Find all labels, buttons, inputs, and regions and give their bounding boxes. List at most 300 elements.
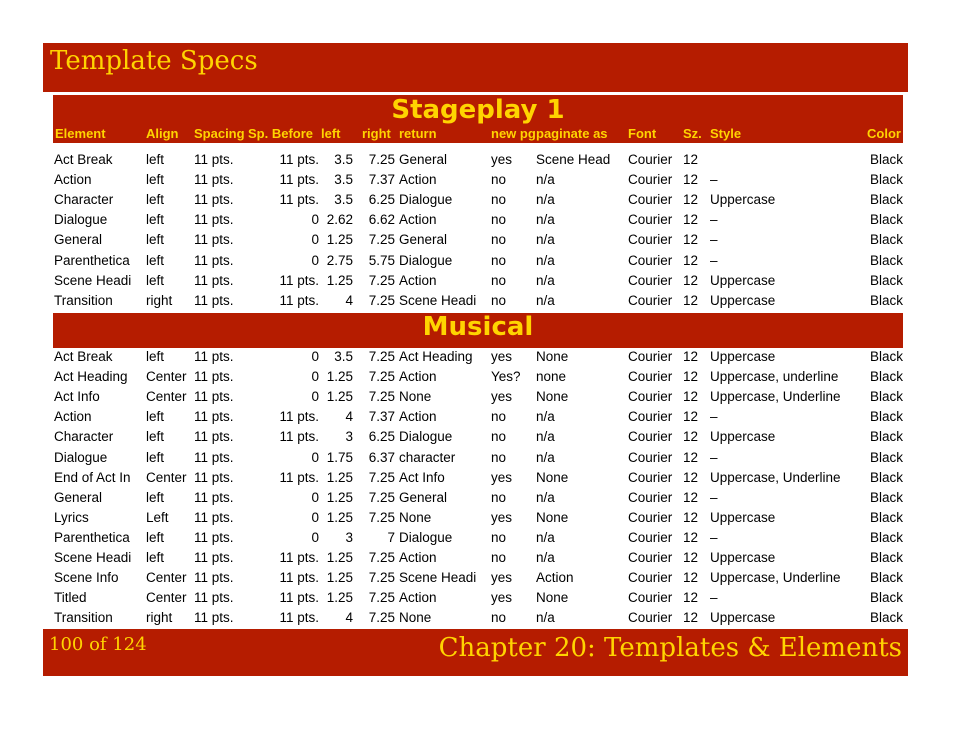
table-cell: no — [491, 252, 507, 268]
table-cell: 12 — [683, 172, 699, 188]
table-cell: None — [399, 610, 432, 626]
table-cell: General — [399, 152, 448, 167]
table-cell: left — [146, 272, 165, 288]
table-cell: 12 — [683, 349, 699, 364]
table-cell: End of Act In — [54, 469, 131, 485]
table-cell: 0 — [311, 369, 319, 385]
table-cell: 7.25 — [368, 292, 395, 308]
table-cell: 11 pts. — [279, 590, 319, 606]
table-cell: Black — [869, 429, 903, 445]
table-cell: yes — [491, 152, 513, 167]
table-cell: 7.25 — [368, 349, 395, 364]
table-cell: 3.5 — [334, 152, 353, 167]
table-cell: yes — [491, 469, 513, 485]
table-cell: 11 pts. — [194, 529, 234, 545]
table-cell: 11 pts. — [279, 272, 319, 288]
table-cell: 3.5 — [334, 349, 353, 364]
table-cell: no — [491, 489, 507, 505]
table-cell: Dialogue — [54, 449, 108, 465]
table-cell: 3.5 — [334, 192, 353, 208]
column-header: Sz. — [683, 126, 702, 141]
table-cell: Black — [869, 369, 903, 385]
table-cell: Courier — [628, 550, 673, 565]
table-cell: Courier — [628, 252, 673, 268]
table-cell: Black — [869, 232, 903, 248]
table-cell: Transition — [54, 292, 113, 308]
table-cell: 6.62 — [368, 212, 395, 228]
table-cell: 7.25 — [368, 232, 395, 248]
chapter-title: Chapter 20: Templates & Elements — [438, 633, 902, 663]
table-cell: 7.25 — [368, 590, 395, 606]
column-header: Style — [710, 126, 742, 141]
table-cell: 2.62 — [326, 212, 353, 228]
table-cell: Uppercase — [710, 192, 776, 208]
table-row — [53, 428, 903, 448]
table-cell: 1.75 — [326, 449, 353, 465]
table-cell: left — [146, 550, 165, 565]
table-cell: 1.25 — [326, 369, 353, 385]
table-cell: Transition — [54, 610, 113, 626]
table-cell: 11 pts. — [194, 192, 234, 208]
table-cell: n/a — [536, 172, 555, 188]
table-cell: n/a — [536, 272, 555, 288]
table-cell: 7.25 — [368, 272, 395, 288]
table-cell: Center — [146, 369, 187, 385]
table-cell: – — [710, 590, 718, 606]
table-cell: n/a — [536, 429, 555, 445]
table-cell: Black — [869, 570, 903, 586]
table-cell: Uppercase — [710, 292, 776, 308]
table-cell: 0 — [311, 252, 319, 268]
table-cell: 2.75 — [326, 252, 353, 268]
table-cell: no — [491, 292, 507, 308]
table-cell: Courier — [628, 610, 673, 626]
table-cell: 12 — [683, 449, 699, 465]
table-cell: 11 pts. — [279, 172, 319, 188]
table-cell: Courier — [628, 172, 673, 188]
table-cell: Dialogue — [399, 192, 453, 208]
table-cell: 7.25 — [368, 610, 395, 626]
table-row — [53, 609, 903, 629]
table-cell: 11 pts. — [194, 550, 234, 565]
table-cell: Action — [54, 409, 92, 425]
table-cell: 11 pts. — [194, 509, 234, 525]
table-cell: 4 — [345, 292, 353, 308]
table-cell: n/a — [536, 449, 555, 465]
table-cell: 11 pts. — [194, 489, 234, 505]
table-cell: Act Info — [399, 469, 445, 485]
table-cell: General — [399, 489, 448, 505]
table-cell: n/a — [536, 212, 555, 228]
table-cell: None — [536, 389, 569, 405]
table-cell: Titled — [54, 590, 87, 606]
table-cell: Courier — [628, 272, 673, 288]
table-cell: no — [491, 192, 507, 208]
table-cell: Action — [399, 369, 437, 385]
table-cell: Act Heading — [54, 369, 128, 385]
table-cell: Courier — [628, 509, 673, 525]
table-cell: 1.25 — [326, 469, 353, 485]
table-cell: n/a — [536, 292, 555, 308]
table-cell: Black — [869, 489, 903, 505]
table-cell: no — [491, 429, 507, 445]
table-cell: Black — [869, 172, 903, 188]
table-cell: 3.5 — [334, 172, 353, 188]
table-cell: left — [146, 529, 165, 545]
table-cell: no — [491, 409, 507, 425]
table-cell: Uppercase — [710, 550, 776, 565]
column-header: Spacing — [194, 126, 245, 141]
column-header: Font — [628, 126, 657, 141]
table-cell: Uppercase — [710, 610, 776, 626]
table-cell: Center — [146, 590, 187, 606]
table-cell: 7 — [387, 529, 395, 545]
table-cell: Uppercase — [710, 429, 776, 445]
table-cell: General — [399, 232, 448, 248]
table-cell: 11 pts. — [194, 469, 234, 485]
table-cell: Uppercase, Underline — [710, 469, 841, 485]
table-cell: Character — [54, 429, 114, 445]
table-cell: n/a — [536, 252, 555, 268]
table-cell: 12 — [683, 409, 699, 425]
table-cell: 0 — [311, 529, 319, 545]
column-header: Color — [867, 126, 901, 141]
table-cell: no — [491, 272, 507, 288]
table-cell: Action — [399, 172, 437, 188]
table-cell: 11 pts. — [279, 570, 319, 586]
table-cell: General — [54, 489, 103, 505]
table-cell: 11 pts. — [194, 152, 234, 167]
table-cell: left — [146, 192, 165, 208]
table-cell: Uppercase, underline — [710, 369, 839, 385]
table-cell: 11 pts. — [279, 429, 319, 445]
table-cell: no — [491, 232, 507, 248]
table-cell: Black — [869, 152, 903, 167]
table-cell: left — [146, 172, 165, 188]
table-cell: 11 pts. — [194, 409, 234, 425]
table-cell: left — [146, 409, 165, 425]
table-cell: Courier — [628, 349, 673, 364]
table-cell: n/a — [536, 489, 555, 505]
table-cell: Courier — [628, 232, 673, 248]
table-cell: 0 — [311, 349, 319, 364]
table-cell: 7.25 — [368, 509, 395, 525]
table-cell: none — [536, 369, 567, 385]
table-cell: Courier — [628, 449, 673, 465]
table-cell: 11 pts. — [279, 469, 319, 485]
table-cell: – — [710, 252, 718, 268]
table-cell: 7.25 — [368, 489, 395, 505]
table-cell: left — [146, 449, 165, 465]
table-cell: Scene Headi — [399, 570, 477, 586]
table-cell: Dialogue — [399, 529, 453, 545]
table-cell: Black — [869, 509, 903, 525]
table-cell: 7.37 — [368, 172, 395, 188]
table-cell: None — [399, 389, 432, 405]
table-cell: no — [491, 529, 507, 545]
table-cell: 12 — [683, 389, 699, 405]
title-bar — [43, 43, 908, 92]
table-row — [53, 171, 903, 191]
table-row — [53, 151, 903, 171]
table-cell: Courier — [628, 369, 673, 385]
table-cell: 11 pts. — [194, 449, 234, 465]
table-cell: – — [710, 212, 718, 228]
table-cell: 11 pts. — [194, 369, 234, 385]
table-row — [53, 469, 903, 489]
table-cell: 12 — [683, 232, 699, 248]
table-cell: 11 pts. — [279, 610, 319, 626]
table-row — [53, 231, 903, 251]
table-row — [53, 191, 903, 211]
table-cell: Courier — [628, 429, 673, 445]
table-cell: 11 pts. — [194, 232, 234, 248]
column-header: left — [321, 126, 341, 141]
table-cell: General — [54, 232, 103, 248]
table-cell: Black — [869, 449, 903, 465]
column-header: Sp. Before — [248, 126, 314, 141]
footer-bar — [43, 629, 908, 676]
table-cell: 11 pts. — [194, 272, 234, 288]
column-header: paginate as — [536, 126, 608, 141]
table-cell: n/a — [536, 529, 555, 545]
table-cell: 12 — [683, 192, 699, 208]
table-cell: left — [146, 429, 165, 445]
table-cell: 11 pts. — [279, 152, 319, 167]
table-cell: 0 — [311, 509, 319, 525]
table-row — [53, 589, 903, 609]
table-cell: no — [491, 172, 507, 188]
table-cell: 12 — [683, 212, 699, 228]
table-cell: Black — [869, 272, 903, 288]
musical-header — [53, 313, 903, 348]
table-cell: – — [710, 449, 718, 465]
table-row — [53, 292, 903, 312]
table-cell: 11 pts. — [194, 292, 234, 308]
table-cell: n/a — [536, 409, 555, 425]
table-row — [53, 569, 903, 589]
table-cell: left — [146, 349, 165, 364]
table-cell: Courier — [628, 192, 673, 208]
table-cell: Action — [536, 570, 574, 586]
table-row — [53, 449, 903, 469]
table-cell: 0 — [311, 449, 319, 465]
table-cell: 12 — [683, 590, 699, 606]
table-cell: 12 — [683, 369, 699, 385]
table-cell: Left — [146, 509, 169, 525]
column-header: new pg — [491, 126, 536, 141]
table-cell: Act Info — [54, 389, 100, 405]
table-row — [53, 252, 903, 272]
column-header: right — [362, 126, 391, 141]
table-cell: Scene Headi — [54, 272, 132, 288]
table-cell: Black — [869, 550, 903, 565]
table-cell: 12 — [683, 272, 699, 288]
table-row — [53, 509, 903, 529]
table-cell: Scene Headi — [399, 292, 477, 308]
table-cell: Courier — [628, 469, 673, 485]
table-cell: Uppercase — [710, 272, 776, 288]
table-cell: yes — [491, 570, 513, 586]
table-cell: n/a — [536, 192, 555, 208]
table-cell: 11 pts. — [194, 389, 234, 405]
table-cell: Courier — [628, 529, 673, 545]
table-cell: no — [491, 610, 507, 626]
table-cell: 7.25 — [368, 369, 395, 385]
table-cell: 11 pts. — [279, 409, 319, 425]
table-cell: 1.25 — [326, 570, 353, 586]
table-row — [53, 388, 903, 408]
table-cell: Black — [869, 349, 903, 364]
table-cell: Black — [869, 212, 903, 228]
table-cell: Scene Head — [536, 152, 611, 167]
table-cell: left — [146, 252, 165, 268]
table-cell: 1.25 — [326, 489, 353, 505]
table-cell: Uppercase, Underline — [710, 570, 841, 586]
table-cell: 0 — [311, 489, 319, 505]
table-cell: no — [491, 550, 507, 565]
table-cell: None — [536, 509, 569, 525]
table-cell: Action — [399, 212, 437, 228]
table-cell: 7.25 — [368, 469, 395, 485]
page-title: Template Specs — [50, 46, 258, 76]
table-cell: Center — [146, 570, 187, 586]
table-cell: 7.25 — [368, 550, 395, 565]
musical-title: Musical — [422, 312, 534, 342]
table-cell: 11 pts. — [279, 192, 319, 208]
table-cell: Dialogue — [399, 429, 453, 445]
column-header: Element — [55, 126, 106, 141]
table-cell: – — [710, 232, 718, 248]
table-cell: 0 — [311, 212, 319, 228]
table-row — [53, 348, 903, 368]
table-cell: 11 pts. — [194, 172, 234, 188]
table-cell: 6.37 — [368, 449, 395, 465]
table-cell: yes — [491, 590, 513, 606]
table-cell: 11 pts. — [279, 550, 319, 565]
stageplay-header — [53, 95, 903, 143]
table-cell: 12 — [683, 292, 699, 308]
table-cell: n/a — [536, 232, 555, 248]
table-cell: yes — [491, 389, 513, 405]
table-cell: Courier — [628, 212, 673, 228]
stageplay-title: Stageplay 1 — [391, 95, 565, 125]
table-cell: 12 — [683, 509, 699, 525]
table-cell: 11 pts. — [194, 570, 234, 586]
table-cell: Parenthetica — [54, 252, 130, 268]
column-header: return — [399, 126, 437, 141]
table-cell: 7.25 — [368, 152, 395, 167]
table-cell: 12 — [683, 429, 699, 445]
table-cell: character — [399, 449, 456, 465]
table-cell: right — [146, 610, 173, 626]
table-cell: Action — [54, 172, 92, 188]
table-cell: 12 — [683, 570, 699, 586]
table-cell: Scene Info — [54, 570, 119, 586]
table-cell: 1.25 — [326, 272, 353, 288]
table-cell: 7.37 — [368, 409, 395, 425]
table-cell: Black — [869, 529, 903, 545]
table-cell: 7.25 — [368, 389, 395, 405]
table-cell: 11 pts. — [194, 429, 234, 445]
table-cell: Yes? — [491, 369, 521, 385]
table-cell: no — [491, 212, 507, 228]
table-cell: Black — [869, 590, 903, 606]
table-cell: Parenthetica — [54, 529, 130, 545]
table-cell: 3 — [345, 429, 353, 445]
table-cell: Act Break — [54, 349, 113, 364]
table-cell: left — [146, 212, 165, 228]
table-cell: Action — [399, 272, 437, 288]
table-cell: 11 pts. — [194, 349, 234, 364]
table-cell: 12 — [683, 489, 699, 505]
table-cell: Action — [399, 409, 437, 425]
table-row — [53, 211, 903, 231]
table-cell: – — [710, 409, 718, 425]
table-cell: Act Break — [54, 152, 113, 167]
table-cell: Black — [869, 389, 903, 405]
table-cell: 0 — [311, 389, 319, 405]
table-cell: left — [146, 232, 165, 248]
table-cell: 4 — [345, 610, 353, 626]
table-cell: yes — [491, 509, 513, 525]
table-cell: Courier — [628, 152, 673, 167]
table-cell: Black — [869, 610, 903, 626]
table-cell: 11 pts. — [194, 212, 234, 228]
table-row — [53, 272, 903, 292]
table-cell: 11 pts. — [279, 292, 319, 308]
table-cell: Dialogue — [54, 212, 108, 228]
table-row — [53, 549, 903, 569]
table-cell: Courier — [628, 292, 673, 308]
table-cell: 1.25 — [326, 389, 353, 405]
table-cell: Action — [399, 550, 437, 565]
table-cell: 6.25 — [368, 192, 395, 208]
table-row — [53, 489, 903, 509]
table-cell: no — [491, 449, 507, 465]
table-cell: Courier — [628, 409, 673, 425]
table-cell: – — [710, 489, 718, 505]
table-cell: Uppercase — [710, 349, 776, 364]
table-cell: 1.25 — [326, 232, 353, 248]
table-cell: Center — [146, 389, 187, 405]
table-cell: 6.25 — [368, 429, 395, 445]
table-cell: Center — [146, 469, 187, 485]
table-cell: Black — [869, 409, 903, 425]
table-cell: None — [536, 469, 569, 485]
table-cell: Courier — [628, 590, 673, 606]
table-cell: n/a — [536, 610, 555, 626]
table-cell: – — [710, 529, 718, 545]
table-cell: 1.25 — [326, 590, 353, 606]
table-cell: right — [146, 292, 173, 308]
table-cell: 12 — [683, 152, 699, 167]
table-row — [53, 368, 903, 388]
table-cell: Uppercase — [710, 509, 776, 525]
table-cell: 5.75 — [368, 252, 395, 268]
table-cell: Uppercase, Underline — [710, 389, 841, 405]
table-cell: 12 — [683, 529, 699, 545]
table-cell: 1.25 — [326, 550, 353, 565]
table-cell: – — [710, 172, 718, 188]
table-cell: Courier — [628, 570, 673, 586]
table-cell: 12 — [683, 252, 699, 268]
table-cell: n/a — [536, 550, 555, 565]
page-number: 100 of 124 — [49, 634, 147, 655]
table-cell: 7.25 — [368, 570, 395, 586]
table-cell: 4 — [345, 409, 353, 425]
table-cell: left — [146, 152, 165, 167]
